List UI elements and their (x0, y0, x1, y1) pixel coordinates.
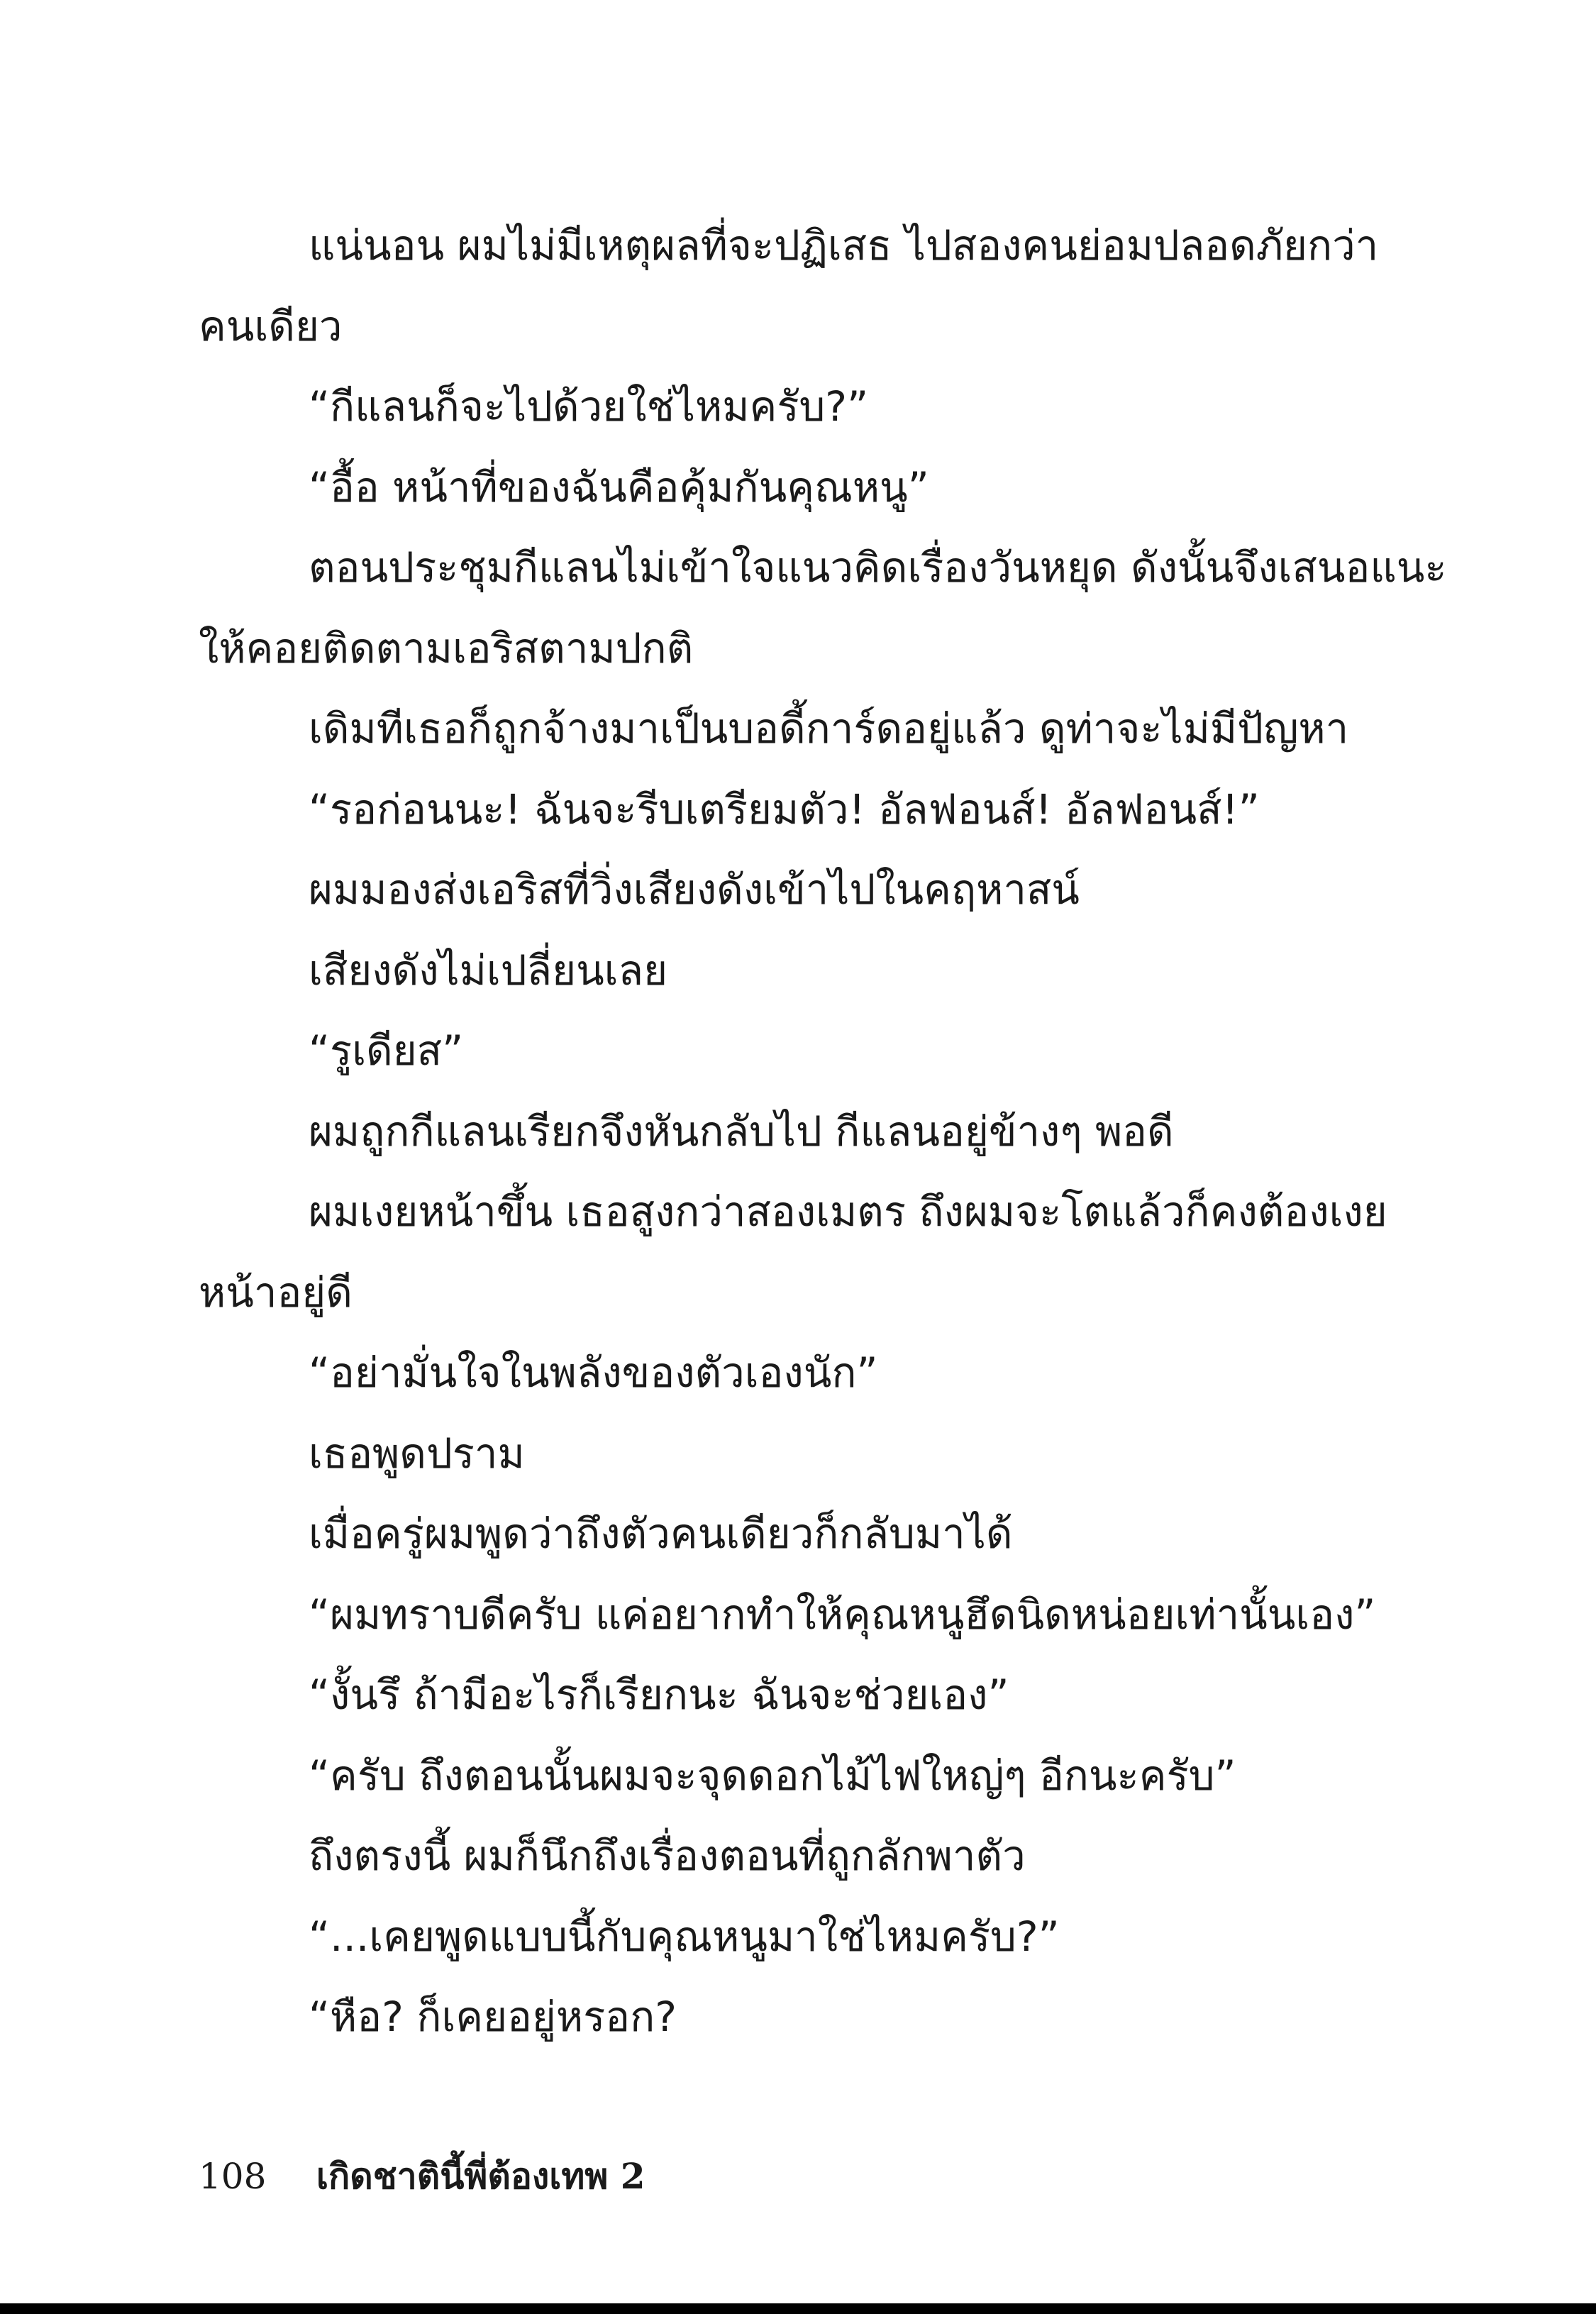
text-line: “ผมทราบดีครับ แค่อยากทำให้คุณหนูฮึดนิดหน่อยเท่านั้นเอง” (309, 1590, 1376, 1639)
text-line: ตอนประชุมกีแลนไม่เข้าใจแนวคิดเรื่องวันหยุด ดังนั้นจึงเสนอแนะ (309, 543, 1447, 592)
text-line: ถึงตรงนี้ ผมก็นึกถึงเรื่องตอนที่ถูกลักพาตัว (309, 1832, 1026, 1880)
text-line: ผมเงยหน้าขึ้น เธอสูงกว่าสองเมตร ถึงผมจะโตแล้วก็คงต้องเงย (309, 1188, 1387, 1236)
bottom-border (0, 2303, 1596, 2314)
text-line: แน่นอน ผมไม่มีเหตุผลที่จะปฏิเสธ ไปสองคนย่อมปลอดภัยกว่า (309, 221, 1379, 270)
text-line: ผมมองส่งเอริสที่วิ่งเสียงดังเข้าไปในคฤหาสน์ (309, 865, 1080, 914)
text-line: “อื้อ หน้าที่ของฉันคือคุ้มกันคุณหนู” (309, 463, 929, 511)
text-line: “งั้นรึ ถ้ามีอะไรก็เรียกนะ ฉันจะช่วยเอง” (309, 1671, 1009, 1719)
text-line: “ครับ ถึงตอนนั้นผมจะจุดดอกไม้ไฟใหญ่ๆ อีกนะครับ” (309, 1751, 1236, 1800)
text-line: “...เคยพูดแบบนี้กับคุณหนูมาใช่ไหมครับ?” (309, 1912, 1060, 1961)
page-number: 108 (199, 2156, 267, 2197)
text-line: คนเดียว (199, 301, 343, 350)
text-line: เมื่อครู่ผมพูดว่าถึงตัวคนเดียวก็กลับมาได้ (309, 1510, 1013, 1558)
text-line: “รอก่อนนะ! ฉันจะรีบเตรียมตัว! อัลฟอนส์! อัลฟอนส์!” (309, 785, 1260, 834)
text-line: “รูเดียส” (309, 1026, 464, 1075)
text-line: ให้คอยติดตามเอริสตามปกติ (199, 624, 694, 672)
page-footer (199, 2148, 645, 2205)
text-line: เดิมทีเธอก็ถูกจ้างมาเป็นบอดี้การ์ดอยู่แล้ว ดูท่าจะไม่มีปัญหา (309, 704, 1349, 753)
text-line: “กีแลนก็จะไปด้วยใช่ไหมครับ?” (309, 382, 869, 431)
text-line: ผมถูกกีแลนเรียกจึงหันกลับไป กีแลนอยู่ข้างๆ พอดี (309, 1107, 1174, 1156)
running-title: เกิดชาตินี้พี่ต้องเทพ 2 (316, 2155, 645, 2197)
text-line: “อย่ามั่นใจในพลังของตัวเองนัก” (309, 1349, 878, 1397)
text-line: เธอพูดปราม (309, 1429, 525, 1478)
text-line: “หือ? ก็เคยอยู่หรอก? (309, 1993, 677, 2041)
text-line: หน้าอยู่ดี (199, 1268, 353, 1317)
text-line: เสียงดังไม่เปลี่ยนเลย (309, 946, 668, 995)
body-text (199, 206, 1447, 2058)
